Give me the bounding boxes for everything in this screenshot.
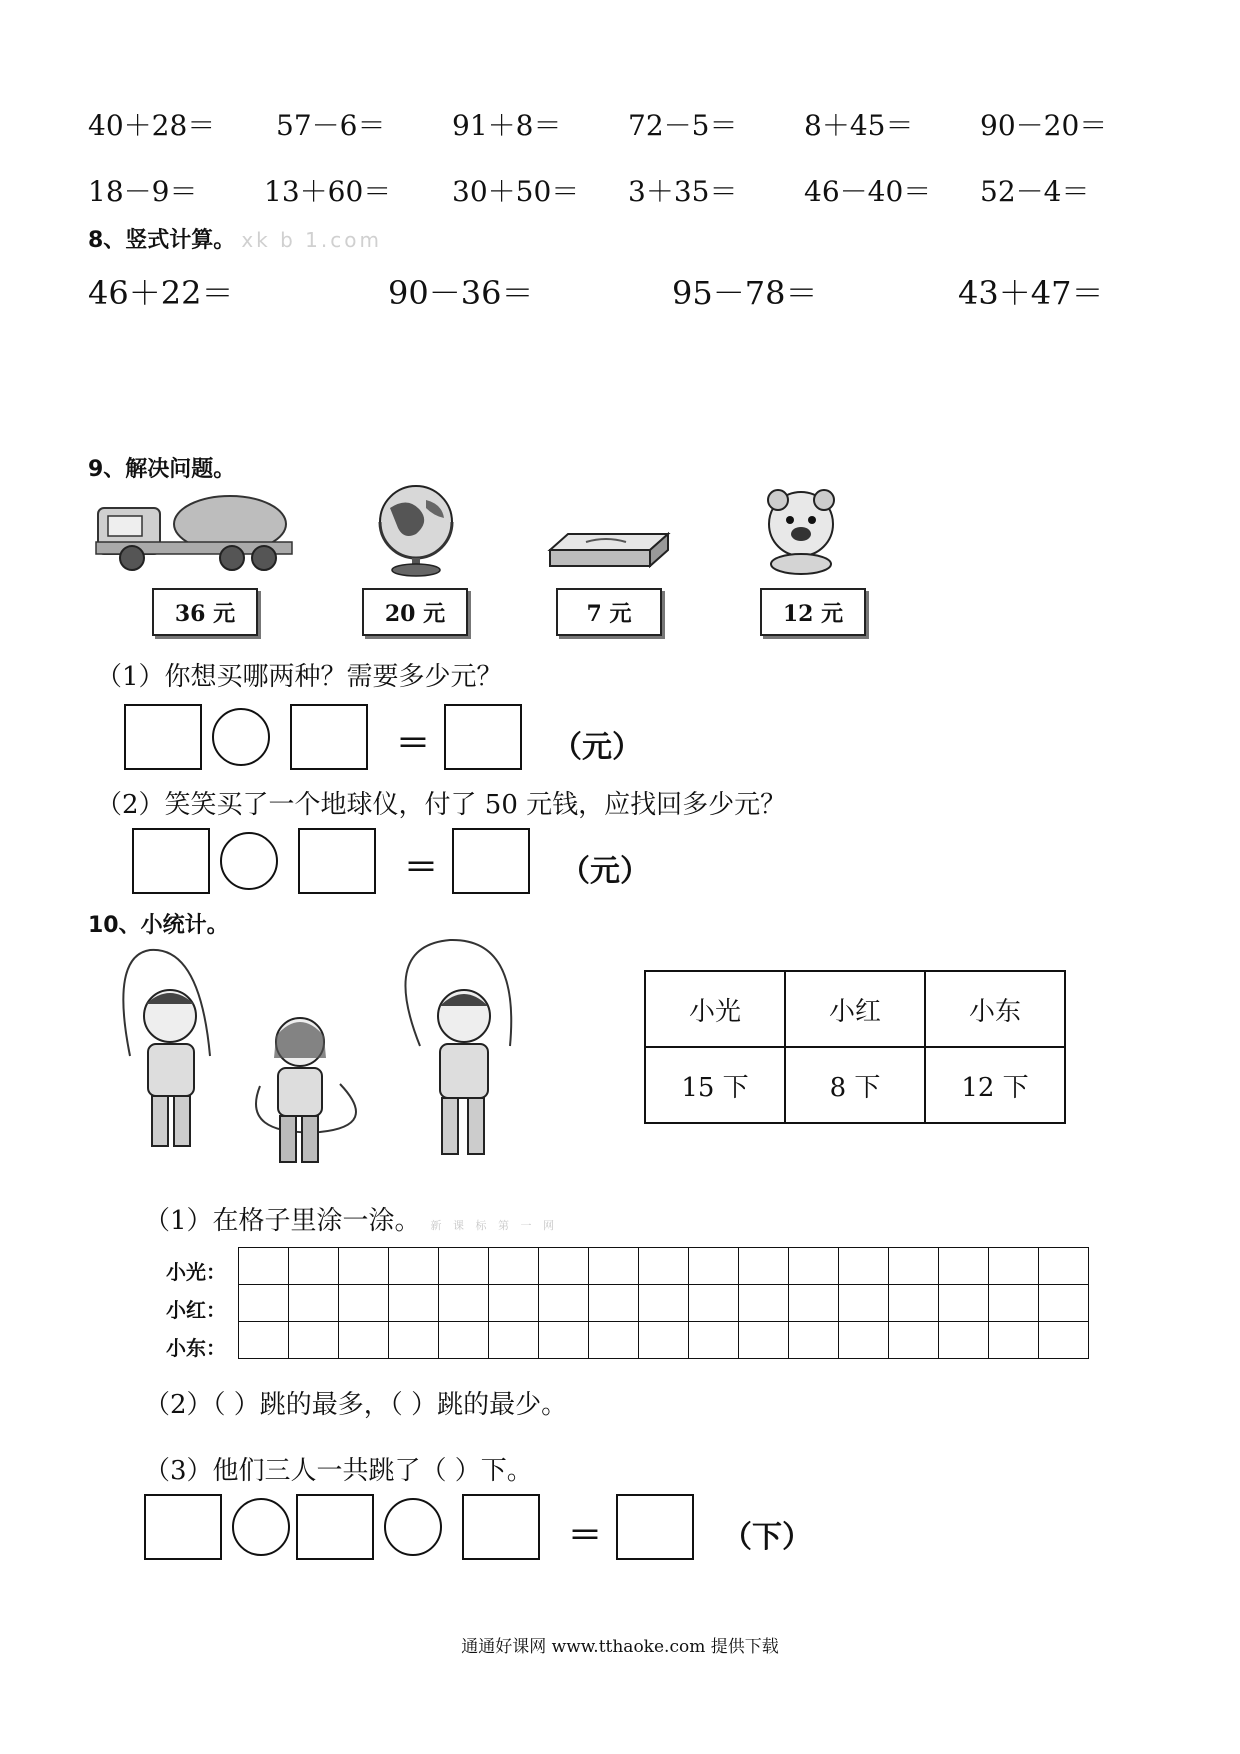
grid-cell[interactable] (639, 1248, 689, 1285)
grid-cell[interactable] (239, 1248, 289, 1285)
oral-calc-item: 46－40＝ (804, 175, 932, 208)
teddy-bear-icon (748, 484, 854, 576)
grid-cell[interactable] (489, 1322, 539, 1359)
price-tag (362, 588, 468, 636)
oral-calc-item: 30＋50＝ (452, 175, 580, 208)
grid-label: 小光： (166, 1260, 226, 1284)
oral-calc-item: 52－4＝ (980, 175, 1090, 208)
section-9-title: 9、解决问题。 (88, 457, 236, 482)
grid-cell[interactable] (489, 1248, 539, 1285)
children-jumping-rope-illustration (90, 936, 560, 1172)
grid-cell[interactable] (389, 1285, 439, 1322)
grid-cell[interactable] (889, 1248, 939, 1285)
table-cell-name: 小东 (925, 971, 1065, 1047)
pencil-case-icon (546, 528, 672, 572)
grid-cell[interactable] (589, 1285, 639, 1322)
table-cell-count: 8 下 (785, 1047, 925, 1123)
price-tag (152, 588, 258, 636)
grid-cell[interactable] (339, 1248, 389, 1285)
answer-box[interactable] (298, 828, 376, 894)
vertical-calc-item: 43＋47＝ (958, 274, 1104, 312)
operator-circle[interactable] (384, 1498, 442, 1556)
answer-box[interactable] (462, 1494, 540, 1560)
table-cell-name: 小光 (645, 971, 785, 1047)
table-row (645, 971, 1065, 1047)
question-10-1 (144, 1200, 558, 1237)
grid-cell[interactable] (389, 1248, 439, 1285)
answer-box[interactable] (132, 828, 210, 894)
grid-label: 小红： (166, 1298, 226, 1322)
price-text: 20 元 (384, 600, 446, 627)
oral-calc-item: 18－9＝ (88, 175, 198, 208)
equals-sign: ＝ (396, 724, 430, 764)
section-10-title: 10、小统计。 (88, 913, 229, 938)
grid-cell[interactable] (889, 1285, 939, 1322)
grid-cell[interactable] (539, 1322, 589, 1359)
grid-cell[interactable] (839, 1285, 889, 1322)
answer-box[interactable] (616, 1494, 694, 1560)
grid-cell[interactable] (939, 1285, 989, 1322)
grid-cell[interactable] (789, 1248, 839, 1285)
page-footer: 通通好课网 www.tthaoke.com 提供下载 (461, 1637, 779, 1657)
table-row (645, 1047, 1065, 1123)
answer-box[interactable] (290, 704, 368, 770)
vertical-calc-item: 46＋22＝ (88, 274, 234, 312)
grid-row (239, 1322, 1089, 1359)
cement-truck-icon (92, 490, 302, 572)
grid-cell[interactable] (789, 1322, 839, 1359)
grid-cell[interactable] (989, 1285, 1039, 1322)
coloring-grid (238, 1247, 1089, 1359)
grid-cell[interactable] (539, 1248, 589, 1285)
answer-box[interactable] (296, 1494, 374, 1560)
question-10-3: （3）他们三人一共跳了（ ）下。 (144, 1456, 533, 1486)
unit-label: （元） (560, 854, 650, 889)
grid-cell[interactable] (839, 1248, 889, 1285)
grid-cell[interactable] (539, 1285, 589, 1322)
vertical-calc-item: 90－36＝ (388, 274, 534, 312)
grid-cell[interactable] (789, 1285, 839, 1322)
grid-cell[interactable] (589, 1248, 639, 1285)
answer-box[interactable] (124, 704, 202, 770)
question-10-1-text: （1）在格子里涂一涂。 (144, 1206, 421, 1236)
grid-cell[interactable] (989, 1248, 1039, 1285)
question-10-2: （2）（ ）跳的最多，（ ）跳的最少。 (144, 1390, 568, 1420)
grid-cell[interactable] (839, 1322, 889, 1359)
grid-cell[interactable] (939, 1322, 989, 1359)
grid-cell[interactable] (289, 1322, 339, 1359)
price-text: 7 元 (586, 600, 632, 627)
table-cell-count: 12 下 (925, 1047, 1065, 1123)
equals-sign: ＝ (404, 848, 438, 888)
oral-calc-item: 8＋45＝ (804, 109, 914, 142)
answer-box[interactable] (452, 828, 530, 894)
grid-cell[interactable] (589, 1322, 639, 1359)
grid-cell[interactable] (939, 1248, 989, 1285)
operator-circle[interactable] (212, 708, 270, 766)
oral-calc-item: 90－20＝ (980, 109, 1108, 142)
grid-cell[interactable] (439, 1322, 489, 1359)
grid-cell[interactable] (489, 1285, 539, 1322)
grid-cell[interactable] (289, 1248, 339, 1285)
jump-count-table (644, 970, 1066, 1124)
grid-cell[interactable] (689, 1285, 739, 1322)
grid-cell[interactable] (1039, 1248, 1089, 1285)
grid-cell[interactable] (389, 1322, 439, 1359)
operator-circle[interactable] (220, 832, 278, 890)
grid-cell[interactable] (739, 1285, 789, 1322)
section-8-title-text: 8、竖式计算。 (88, 228, 236, 253)
grid-cell[interactable] (439, 1248, 489, 1285)
unit-label: （下） (722, 1520, 812, 1555)
grid-cell[interactable] (1039, 1322, 1089, 1359)
grid-cell[interactable] (639, 1322, 689, 1359)
grid-cell[interactable] (239, 1322, 289, 1359)
answer-box[interactable] (144, 1494, 222, 1560)
price-tag (556, 588, 662, 636)
watermark-text: xk b 1.com (241, 228, 382, 252)
section-8-title (88, 223, 382, 254)
table-cell-count: 15 下 (645, 1047, 785, 1123)
oral-calc-item: 91＋8＝ (452, 109, 562, 142)
question-9-1: （1）你想买哪两种？需要多少元？ (96, 662, 503, 692)
watermark-text: 新 课 标 第 一 网 (430, 1219, 559, 1232)
grid-cell[interactable] (239, 1285, 289, 1322)
grid-cell[interactable] (339, 1285, 389, 1322)
grid-row (239, 1285, 1089, 1322)
grid-cell[interactable] (989, 1322, 1039, 1359)
grid-cell[interactable] (889, 1322, 939, 1359)
oral-calc-item: 13＋60＝ (264, 175, 392, 208)
grid-cell[interactable] (689, 1322, 739, 1359)
price-tag (760, 588, 866, 636)
oral-calc-item: 72－5＝ (628, 109, 738, 142)
table-cell-name: 小红 (785, 971, 925, 1047)
grid-label: 小东： (166, 1336, 226, 1360)
grid-cell[interactable] (1039, 1285, 1089, 1322)
price-text: 36 元 (174, 600, 236, 627)
grid-cell[interactable] (739, 1248, 789, 1285)
oral-calc-item: 57－6＝ (276, 109, 386, 142)
grid-cell[interactable] (289, 1285, 339, 1322)
question-9-2: （2）笑笑买了一个地球仪，付了 50 元钱，应找回多少元？ (96, 790, 787, 820)
vertical-calc-item: 95－78＝ (672, 274, 818, 312)
grid-cell[interactable] (439, 1285, 489, 1322)
operator-circle[interactable] (232, 1498, 290, 1556)
grid-row (239, 1248, 1089, 1285)
unit-label: （元） (552, 730, 642, 765)
oral-calc-item: 3＋35＝ (628, 175, 738, 208)
grid-cell[interactable] (639, 1285, 689, 1322)
grid-cell[interactable] (689, 1248, 739, 1285)
answer-box[interactable] (444, 704, 522, 770)
equals-sign: ＝ (568, 1516, 602, 1556)
oral-calc-item: 40＋28＝ (88, 109, 216, 142)
globe-icon (360, 482, 472, 578)
grid-cell[interactable] (339, 1322, 389, 1359)
grid-cell[interactable] (739, 1322, 789, 1359)
price-text: 12 元 (782, 600, 844, 627)
